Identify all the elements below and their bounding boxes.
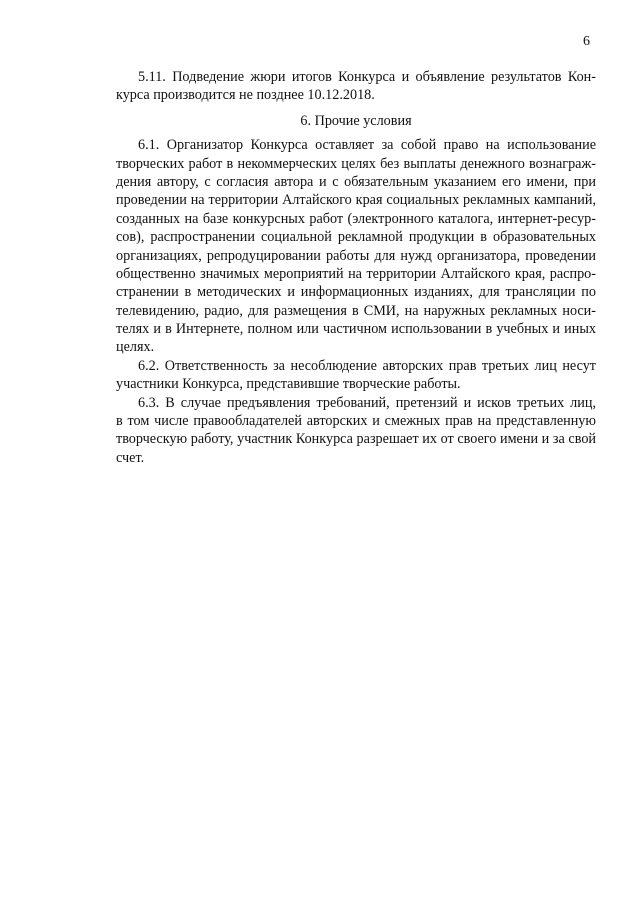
text-line: проведении на территории Алтайского края социальных рекламных кампаний, — [116, 192, 596, 209]
text-line: в том числе правообладателей авторских и смежных прав на представленную — [116, 413, 596, 430]
text-line: 6.1. Организатор Конкурса оставляет за собой право на использование — [138, 137, 596, 154]
text-line: созданных на базе конкурсных работ (электронного каталога, интернет-ресур- — [116, 210, 596, 227]
text-line: 6.3. В случае предъявления требований, претензий и исков третьих лиц, — [138, 394, 596, 411]
text-line: странении в методических и информационных изданиях, для трансляции по — [116, 284, 596, 301]
text-line: целях. — [116, 339, 155, 356]
text-line: сов), распространении социальной рекламной продукции в образовательных — [116, 229, 596, 246]
page-number: 6 — [583, 34, 590, 49]
text-line: дения автору, с согласия автора и с обязательным указанием его имени, при — [116, 173, 596, 190]
text-line: общественно значимых мероприятий на территории Алтайского края, распро- — [116, 265, 596, 282]
text-line: участники Конкурса, представившие творческие работы. — [116, 376, 461, 393]
text-line: телях и в Интернете, полном или частичном использовании в учебных и иных — [116, 321, 596, 338]
text-line: творческую работу, участник Конкурса разрешает их от своего имени и за свой — [116, 431, 596, 448]
text-line: творческих работ в некоммерческих целях без выплаты денежного вознаграж- — [116, 155, 596, 172]
text-line: организациях, репродуцировании работы для нужд организатора, проведении — [116, 247, 596, 264]
text-line: счет. — [116, 449, 145, 466]
paragraph-6-2 — [116, 357, 596, 394]
text-line: курса производится не позднее 10.12.2018. — [116, 87, 375, 104]
section-heading: 6. Прочие условия — [300, 112, 412, 129]
text-line: 5.11. Подведение жюри итогов Конкурса и объявление результатов Кон- — [138, 69, 596, 85]
paragraph-6-3 — [116, 394, 596, 468]
text-line: 6.2. Ответственность за несоблюдение авторских прав третьих лиц несут — [138, 357, 596, 374]
text-line: телевидению, радио, для размещения в СМИ, на наружных рекламных носи- — [116, 302, 596, 319]
document-body — [116, 68, 596, 467]
paragraph-5-11 — [116, 68, 596, 105]
paragraph-6-1 — [116, 136, 596, 357]
